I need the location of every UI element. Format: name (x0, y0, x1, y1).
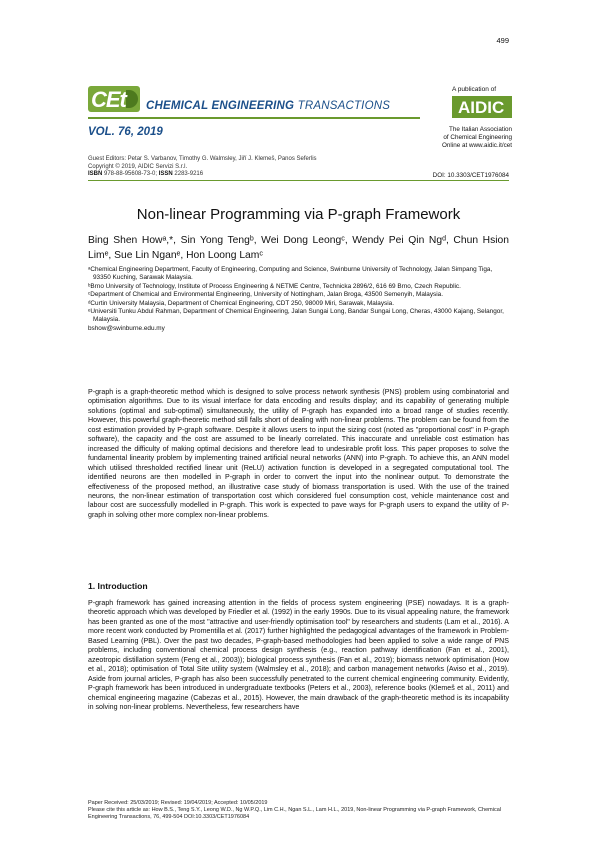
journal-title-bold: CHEMICAL ENGINEERING (146, 100, 295, 112)
publication-of: A publication of (452, 86, 497, 93)
cet-logo (88, 86, 140, 112)
footer (88, 800, 509, 821)
aidic-logo (452, 96, 512, 118)
isbn-label: ISBN (88, 171, 103, 178)
paper-title: Non-linear Programming via P-graph Framework (136, 206, 461, 223)
affiliation-c: ᶜDepartment of Chemical and Environmental Engineering, University of Nottingham, Jalan Broga, 43500 Semenyih, Malaysia. (88, 291, 443, 299)
aidic-info (426, 126, 512, 150)
affiliation-b: ᵇBrno University of Technology, Institute of Process Engineering & NETME Centre, Technicka 2896/2, 616 69 Brno, Czech Republic. (88, 282, 461, 290)
header-rule (88, 117, 420, 119)
guest-editors: Guest Editors: Petar S. Varbanov, Timothy G. Walmsley, Jiří J. Klemeš, Panos Seferlis (88, 156, 317, 162)
citation: Please cite this article as: How B.S., Teng S.Y., Leong W.D., Ng W.P.Q., Lim C.H., Ngan S.L., Lam H.L., 2019, Non-linear Programming via P-graph Framework, Chemical Engineering Transactions, 76, 499-504 DOI:10.3303/CET1976084 (88, 807, 501, 820)
isbn: 978-88-95608-73-0; (102, 171, 159, 178)
aidic-logo-text: AIDIC (458, 98, 505, 117)
abstract: P-graph is a graph-theoretic method which is designed to solve process network synthesis (PNS) problem using combinatorial and optimisation algorithms. Due to its visual interface for data encoding and results display; and its capability of generating multiple solutions (optimal and sub-optimal) simultaneously, the utility of P-graph has expanded into a broad range of studies recently. However, this powerful graph-theoretic method still falls short of dealing with non-linear problems. The problem can be found from the cost estimation provided by P-graph software. Despite it allows users to input the sizing cost (noted as "proportional cost" in P-graph software), the capacity and the cost are assumed to be linearly correlated. This inaccurate and unreliable cost estimation has increased the difficulty of making optimal decisions and therefore lead to undesirable profit loss. This paper proposes to solve the fundamental linearity problem by implementing trained artificial neural networks (ANN) into P-graph. To achieve this, an ANN model which utilised thresholded rectified linear unit (ReLU) activation function is developed in a segregated computational tool. The identified neurons are then modelled in P-graph in order to convert the input into the nonlinear output. To demonstrate the effectiveness of the proposed method, an illustrative case study of biomass transportation is used. With the use of the trained neurons, the non-linear estimation of transportation cost which considered fuel consumption cost, vehicle maintenance cost and labour cost are successfully modelled in P-graph. This work is expected to pave ways for P-graph users to expand the utility of P-graph in solving other more complex non-linear problems. (88, 388, 509, 519)
isbn-issn (88, 171, 317, 179)
journal-title (146, 100, 390, 112)
affiliation-e: ᵉUniversiti Tunku Abdul Rahman, Department of Chemical Engineering, Jalan Sungai Long, Bandar Sungai Long, Cheras, 43000 Kajang, Selangor, Malaysia. (88, 308, 504, 324)
editors-block (88, 156, 317, 179)
issn: 2283-9216 (172, 171, 204, 178)
aidic-info-line: of Chemical Engineering (443, 134, 512, 141)
doi[interactable]: DOI: 10.3303/CET1976084 (432, 172, 509, 179)
page-number: 499 (496, 36, 509, 45)
corresponding-email[interactable]: bshow@swinburne.edu.my (88, 324, 165, 332)
volume: VOL. 76, 2019 (88, 126, 163, 138)
journal-title-light: TRANSACTIONS (294, 100, 391, 112)
copyright: Copyright © 2019, AIDIC Servizi S.r.l. (88, 163, 188, 170)
affiliations (88, 266, 509, 333)
authors: Bing Shen Howᵃ,*, Sin Yong Tengᵇ, Wei Dong Leongᶜ, Wendy Pei Qin Ngᵈ, Chun Hsion Limᵉ, Sue Lin Nganᵉ, Hon Loong Lamᶜ (88, 235, 509, 261)
affiliation-d: ᵈCurtin University Malaysia, Department of Chemical Engineering, CDT 250, 98009 Miri, Sarawak, Malaysia. (88, 299, 394, 307)
logo-swoosh-icon (126, 90, 138, 108)
cet-logo-text: CEt (91, 87, 126, 112)
introduction-body: P-graph framework has gained increasing attention in the fields of process system engineering (PSE) nowadays. It is a graph-theoretic approach which was developed by Friedler et al. (1992) in the early 1990s. Due to its visual appealing nature, the framework has been granted as one of the most "attractive and user-friendly optimisation tool" by researchers and students (Lam et al., 2016). A more recent work conducted by Promentilla et al. (2017) further highlighted the pedagogical advantages of the framework in Problem-Based Learning (PBL). Over the past two decades, P-graph-based methodologies had been applied to solve a wide range of PNS problems, including conventional chemical process design synthesis (e.g., reaction pathway identification (Fan et al., 2001), azeotropic distillation system (Feng et al., 2003)); biological process synthesis (Fan et al., 2019); biomass network optimisation (How et al., 2018); optimisation of Total Site utility system (Walmsley et al., 2018); and carbon management networks (Aviso et al., 2019). Aside from journal articles, P-graph has also been successfully penetrated to the current chemical engineering community. Evidently, P-graph framework has been introduced in undergraduate textbooks (Peters et al., 2003), reference books (Klemeš et al., 2011) and chemical engineering magazine (Cabezas et al., 2015). However, the main drawback of the graph-theoretic method is its incapability in solving non-linear problems. Nevertheless, few researchers have (88, 599, 509, 711)
meta-rule (88, 180, 509, 181)
issn-label: ISSN (158, 171, 173, 178)
aidic-info-line: The Italian Association (448, 126, 512, 133)
affiliation-a: ᵃChemical Engineering Department, Faculty of Engineering, Computing and Science, Swinburne University of Technology, Jalan Simpang Tiga, 93350 Kuching, Sarawak Malaysia. (88, 266, 493, 282)
section-heading-introduction: 1. Introduction (88, 581, 148, 591)
paper-dates: Paper Received: 25/03/2019; Revised: 19/04/2019; Accepted: 10/05/2019 (88, 800, 268, 806)
aidic-website[interactable]: Online at www.aidic.it/cet (442, 142, 512, 149)
